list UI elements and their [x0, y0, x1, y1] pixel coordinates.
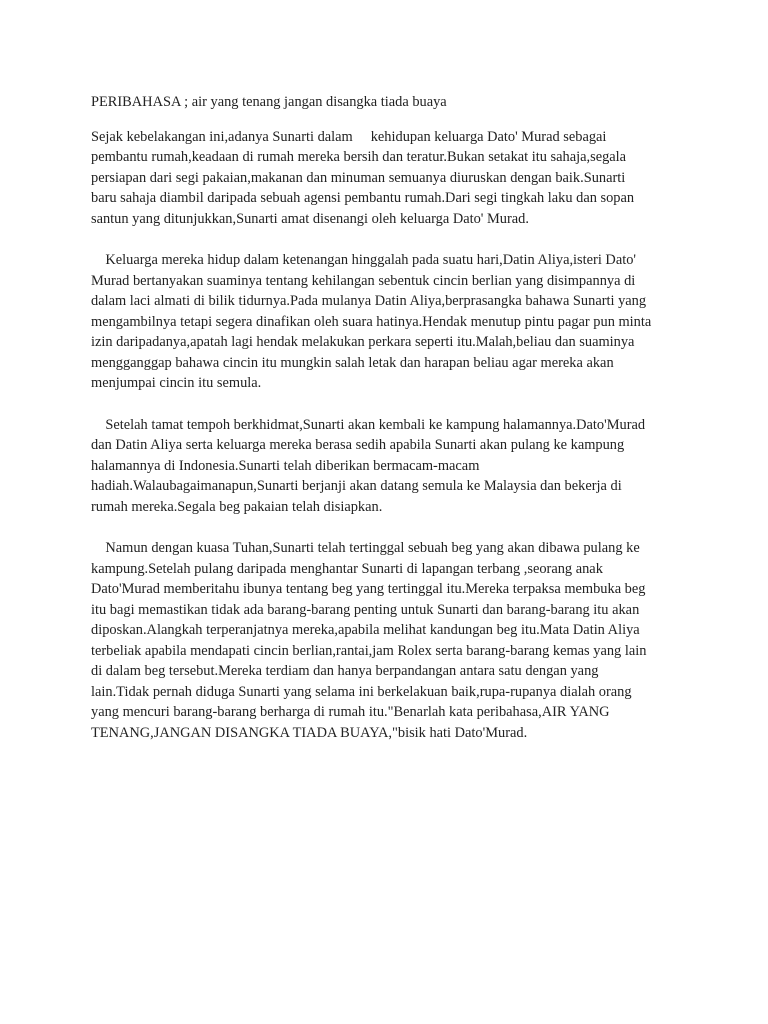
paragraph-line: izin daripadanya,apatah lagi hendak melakukan perkara seperti itu.Malah,beliau dan suaminya	[91, 334, 635, 350]
paragraph-line: TENANG,JANGAN DISANGKA TIADA BUAYA,"bisik hati Dato'Murad.	[91, 724, 528, 741]
paragraph-line: santun yang ditunjukkan,Sunarti amat disenangi oleh keluarga Dato' Murad.	[91, 210, 529, 227]
paragraph-line: itu bagi memastikan tidak ada barang-barang penting untuk Sunarti dan barang-barang itu akan	[91, 601, 640, 618]
paragraph-line: Keluarga mereka hidup dalam ketenangan hinggalah pada suatu hari,Datin Aliya,isteri Dato'	[91, 252, 636, 268]
paragraph-line: mengambilnya tetapi segera dinafikan oleh suara hatinya.Hendak menutup pintu pagar pun minta	[91, 313, 652, 330]
paragraph-line: Murad bertanyakan suaminya tentang kehilangan sebentuk cincin berlian yang disimpannya di	[91, 272, 636, 289]
paragraph-line: Dato'Murad memberitahu ibunya tentang beg yang tertinggal itu.Mereka terpaksa membuka beg	[91, 581, 646, 597]
paragraph-line: terbeliak apabila mendapati cincin berlian,rantai,jam Rolex serta barang-barang kemas yang lain	[91, 642, 647, 659]
paragraph-line: lain.Tidak pernah diduga Sunarti yang selama ini berkelakuan baik,rupa-rupanya dialah orang	[91, 683, 632, 700]
paragraph-line: kampung.Setelah pulang daripada menghantar Sunarti di lapangan terbang ,seorang anak	[91, 560, 603, 577]
paragraph-line: menjumpai cincin itu semula.	[91, 375, 262, 391]
paragraph-line: di dalam beg tersebut.Mereka terdiam dan hanya berpandangan antara satu dengan yang	[91, 663, 599, 679]
document-title: PERIBAHASA ; air yang tenang jangan disangka tiada buaya	[91, 94, 447, 110]
paragraph-line: dalam laci almati di bilik tidurnya.Pada mulanya Datin Aliya,berprasangka bahawa Sunarti yang	[91, 293, 647, 309]
paragraph-line: baru sahaja diambil daripada sebuah agensi pembantu rumah.Dari segi tingkah laku dan sopan	[91, 190, 635, 206]
paragraph-line: mengganggap bahawa cincin itu mungkin salah letak dan harapan beliau agar mereka akan	[91, 354, 614, 371]
paragraph-line: diposkan.Alangkah terperanjatnya mereka,apabila melihat kandungan beg itu.Mata Datin Aliya	[91, 622, 640, 638]
paragraph-line: Sejak kebelakangan ini,adanya Sunarti dalam kehidupan keluarga Dato' Murad sebagai	[91, 128, 607, 145]
paragraph-line: rumah mereka.Segala beg pakaian telah disiapkan.	[91, 498, 383, 515]
paragraph	[91, 127, 701, 230]
paragraph-line: dan Datin Aliya serta keluarga mereka berasa sedih apabila Sunarti akan pulang ke kampung	[91, 437, 625, 453]
paragraph	[91, 415, 701, 518]
document-paragraphs	[91, 127, 701, 744]
paragraph-line: Setelah tamat tempoh berkhidmat,Sunarti akan kembali ke kampung halamannya.Dato'Murad	[91, 416, 646, 433]
paragraph-line: halamannya di Indonesia.Sunarti telah diberikan bermacam-macam	[91, 457, 480, 474]
paragraph	[91, 250, 701, 394]
paragraph-line: pembantu rumah,keadaan di rumah mereka bersih dan teratur.Bukan setakat itu sahaja,segala	[91, 149, 627, 165]
paragraph-line: hadiah.Walaubagaimanapun,Sunarti berjanji akan datang semula ke Malaysia dan bekerja di	[91, 478, 622, 494]
paragraph-line: persiapan dari segi pakaian,makanan dan minuman semuanya diuruskan dengan baik.Sunarti	[91, 169, 626, 186]
paragraph	[91, 538, 701, 743]
paragraph-line: yang mencuri barang-barang berharga di rumah itu."Benarlah kata peribahasa,AIR YANG	[91, 704, 610, 720]
document-body	[91, 92, 701, 764]
paragraph-line: Namun dengan kuasa Tuhan,Sunarti telah tertinggal sebuah beg yang akan dibawa pulang ke	[91, 540, 640, 556]
